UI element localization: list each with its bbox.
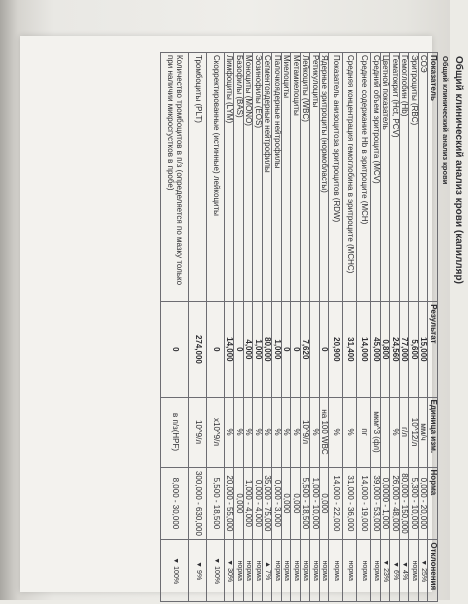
- cell-norm: 14,000 - 22,000: [329, 467, 343, 540]
- cell-result: 7,620: [301, 302, 311, 397]
- cell-unit: %: [263, 397, 273, 467]
- header-deviation: Отклонения: [428, 540, 438, 602]
- cell-norm: 5,300 - 10,000: [409, 467, 419, 540]
- cell-deviation: норма: [329, 540, 343, 602]
- cell-parameter: Показатель анизоцитоза эритроцитов (RDW): [329, 53, 343, 302]
- cell-result: 24,560: [390, 302, 400, 397]
- cell-result: 0: [207, 302, 225, 397]
- cell-unit: x10^9/л: [207, 397, 225, 467]
- cell-norm: 5,500 - 18,500: [207, 467, 225, 540]
- cell-unit: %: [225, 397, 235, 467]
- cell-norm: 35,000 - 75,000: [263, 467, 273, 540]
- cell-deviation: норма: [244, 540, 254, 602]
- cell-norm: 300,000 - 630,000: [189, 467, 207, 540]
- table-row: [371, 53, 381, 602]
- cell-parameter: Ретикулоциты: [310, 53, 320, 302]
- cell-norm: 80,000 - 150,000: [400, 467, 410, 540]
- cell-deviation: ▼ 4%: [400, 540, 410, 602]
- cell-deviation: ▼ 100%: [161, 540, 189, 602]
- cell-norm: 1,000 - 4,000: [244, 467, 254, 540]
- rotated-document: [48, 44, 468, 604]
- table-body: [161, 53, 429, 602]
- table-row: [343, 53, 357, 602]
- cell-parameter: Тромбоциты (PLT): [189, 53, 207, 302]
- cell-unit: %: [329, 397, 343, 467]
- cell-norm: 0,000: [320, 467, 330, 540]
- cell-unit: [381, 397, 391, 467]
- table-row: [357, 53, 371, 602]
- cell-unit: мм/ч: [419, 397, 429, 467]
- table-row: [253, 53, 263, 602]
- table-row: [419, 53, 429, 602]
- cell-norm: 20,000 - 55,000: [225, 467, 235, 540]
- cell-deviation: норма: [357, 540, 371, 602]
- table-row: [189, 53, 207, 602]
- table-row: [409, 53, 419, 602]
- cell-result: 1,000: [272, 302, 282, 397]
- header-unit: Единица изм.: [428, 397, 438, 467]
- cell-unit: %: [234, 397, 244, 467]
- cell-result: 20,900: [329, 302, 343, 397]
- cell-parameter: Палочкоядерные нейтрофилы: [272, 53, 282, 302]
- cell-deviation: ▼ 25%: [419, 540, 429, 602]
- cell-parameter: Эритроциты (RBC): [409, 53, 419, 302]
- table-row: [244, 53, 254, 602]
- cell-parameter: Лейкоциты (WBC): [301, 53, 311, 302]
- document-subtitle: Общий клинический анализ крови: [441, 56, 450, 185]
- cell-parameter: Цветной показатель: [381, 53, 391, 302]
- cell-parameter: Сегментоядерные нейтрофилы: [263, 53, 273, 302]
- cell-parameter: Гематокрит (Hct, PCV): [390, 53, 400, 302]
- cell-parameter: Скорректированные (истинные) лейкоциты: [207, 53, 225, 302]
- cell-deviation: норма: [253, 540, 263, 602]
- cell-deviation: ▼ 9%: [189, 540, 207, 602]
- cell-norm: 0,000: [291, 467, 301, 540]
- cell-norm: 14,000 - 19,000: [357, 467, 371, 540]
- cell-result: 77,000: [400, 302, 410, 397]
- cell-parameter: Метамиелоциты: [291, 53, 301, 302]
- cell-norm: 39,000 - 53,000: [371, 467, 381, 540]
- cell-parameter: Базофилы (BAS): [234, 53, 244, 302]
- header-parameter: Показатель: [428, 53, 438, 302]
- cell-norm: 1,000 - 10,000: [310, 467, 320, 540]
- header-result: Результат: [428, 302, 438, 397]
- cell-norm: 8,000 - 30,000: [161, 467, 189, 540]
- cell-deviation: ▼ 6%: [390, 540, 400, 602]
- cell-deviation: норма: [310, 540, 320, 602]
- cell-result: 31,400: [343, 302, 357, 397]
- cell-unit: %: [310, 397, 320, 467]
- cell-norm: 0,000: [282, 467, 292, 540]
- cell-result: [310, 302, 320, 397]
- cell-parameter: Гемоглобин (Hb): [400, 53, 410, 302]
- cell-result: 0: [161, 302, 189, 397]
- cell-deviation: норма: [234, 540, 244, 602]
- document-title: Общий клинический анализ крови (капилляр): [453, 56, 464, 284]
- header-norm: Норма: [428, 467, 438, 540]
- cell-unit: %: [272, 397, 282, 467]
- cell-parameter: Количество тромбоцитов в п/з (определяется по мазку только при наличии микросгустков в пробе): [161, 53, 189, 302]
- table-row: [272, 53, 282, 602]
- table-row: [291, 53, 301, 602]
- cell-deviation: норма: [320, 540, 330, 602]
- cell-unit: на 100 WBC: [320, 397, 330, 467]
- cell-parameter: Эозинофилы (EOS): [253, 53, 263, 302]
- table-row: [320, 53, 330, 602]
- cell-parameter: Моноциты (MONO): [244, 53, 254, 302]
- cell-deviation: норма: [291, 540, 301, 602]
- cell-parameter: СОЭ: [419, 53, 429, 302]
- cell-parameter: Лимфоциты (LYM): [225, 53, 235, 302]
- cell-unit: 10^9/л: [301, 397, 311, 467]
- cell-deviation: ▲ 7%: [263, 540, 273, 602]
- cell-unit: %: [244, 397, 254, 467]
- results-table: [160, 52, 438, 602]
- cell-norm: 5,500 - 18,500: [301, 467, 311, 540]
- table-header-row: [428, 53, 438, 602]
- cell-result: 14,000: [225, 302, 235, 397]
- cell-result: 0: [234, 302, 244, 397]
- table-row: [263, 53, 273, 602]
- table-row: [234, 53, 244, 602]
- table-row: [310, 53, 320, 602]
- cell-result: 0,800: [381, 302, 391, 397]
- table-row: [381, 53, 391, 602]
- cell-unit: %: [282, 397, 292, 467]
- cell-norm: 31,000 - 36,000: [343, 467, 357, 540]
- table-row: [400, 53, 410, 602]
- cell-parameter: Среднее содержание Hb в эритроците (MCH): [357, 53, 371, 302]
- cell-parameter: Ядерные эритроциты (нормобласты): [320, 53, 330, 302]
- cell-deviation: норма: [272, 540, 282, 602]
- cell-parameter: Средняя концентрация гемоглобина в эритроците (MCHC): [343, 53, 357, 302]
- cell-result: 14,000: [357, 302, 371, 397]
- table-row: [329, 53, 343, 602]
- cell-deviation: норма: [282, 540, 292, 602]
- cell-result: 1,000: [253, 302, 263, 397]
- cell-parameter: Миелоциты: [282, 53, 292, 302]
- cell-result: 80,000: [263, 302, 273, 397]
- cell-deviation: норма: [371, 540, 381, 602]
- cell-norm: 0,000 - 20,000: [419, 467, 429, 540]
- table-row: [282, 53, 292, 602]
- table-row: [207, 53, 225, 602]
- cell-result: 0: [282, 302, 292, 397]
- cell-unit: мкм^3 (фл): [371, 397, 381, 467]
- cell-result: 5,600: [409, 302, 419, 397]
- cell-result: 15,000: [419, 302, 429, 397]
- cell-unit: %: [253, 397, 263, 467]
- cell-unit: в п/з(HPF): [161, 397, 189, 467]
- cell-norm: 0,000 - 3,000: [272, 467, 282, 540]
- table-row: [301, 53, 311, 602]
- cell-norm: 0,0000 - 1,000: [381, 467, 391, 540]
- cell-unit: %: [291, 397, 301, 467]
- cell-result: 0: [291, 302, 301, 397]
- cell-result: 274,000: [189, 302, 207, 397]
- cell-deviation: норма: [409, 540, 419, 602]
- cell-result: 45,000: [371, 302, 381, 397]
- cell-unit: 10^12/л: [409, 397, 419, 467]
- cell-result: 4,000: [244, 302, 254, 397]
- table-row: [390, 53, 400, 602]
- paper-sheet: [20, 36, 464, 592]
- cell-parameter: Средний объем эритроцита (MCV): [371, 53, 381, 302]
- cell-unit: %: [390, 397, 400, 467]
- cell-unit: 10^9/л: [189, 397, 207, 467]
- cell-deviation: норма: [343, 540, 357, 602]
- cell-unit: г/л: [400, 397, 410, 467]
- cell-unit: %: [343, 397, 357, 467]
- cell-norm: 0,000: [234, 467, 244, 540]
- cell-deviation: ▼ 100%: [207, 540, 225, 602]
- cell-norm: 26,000 - 48,000: [390, 467, 400, 540]
- cell-deviation: ▼ 23%: [381, 540, 391, 602]
- cell-deviation: норма: [301, 540, 311, 602]
- cell-norm: 0,000 - 4,000: [253, 467, 263, 540]
- cell-unit: пг: [357, 397, 371, 467]
- table-row: [161, 53, 189, 602]
- table-row: [225, 53, 235, 602]
- cell-result: 0: [320, 302, 330, 397]
- cell-deviation: ▼ 30%: [225, 540, 235, 602]
